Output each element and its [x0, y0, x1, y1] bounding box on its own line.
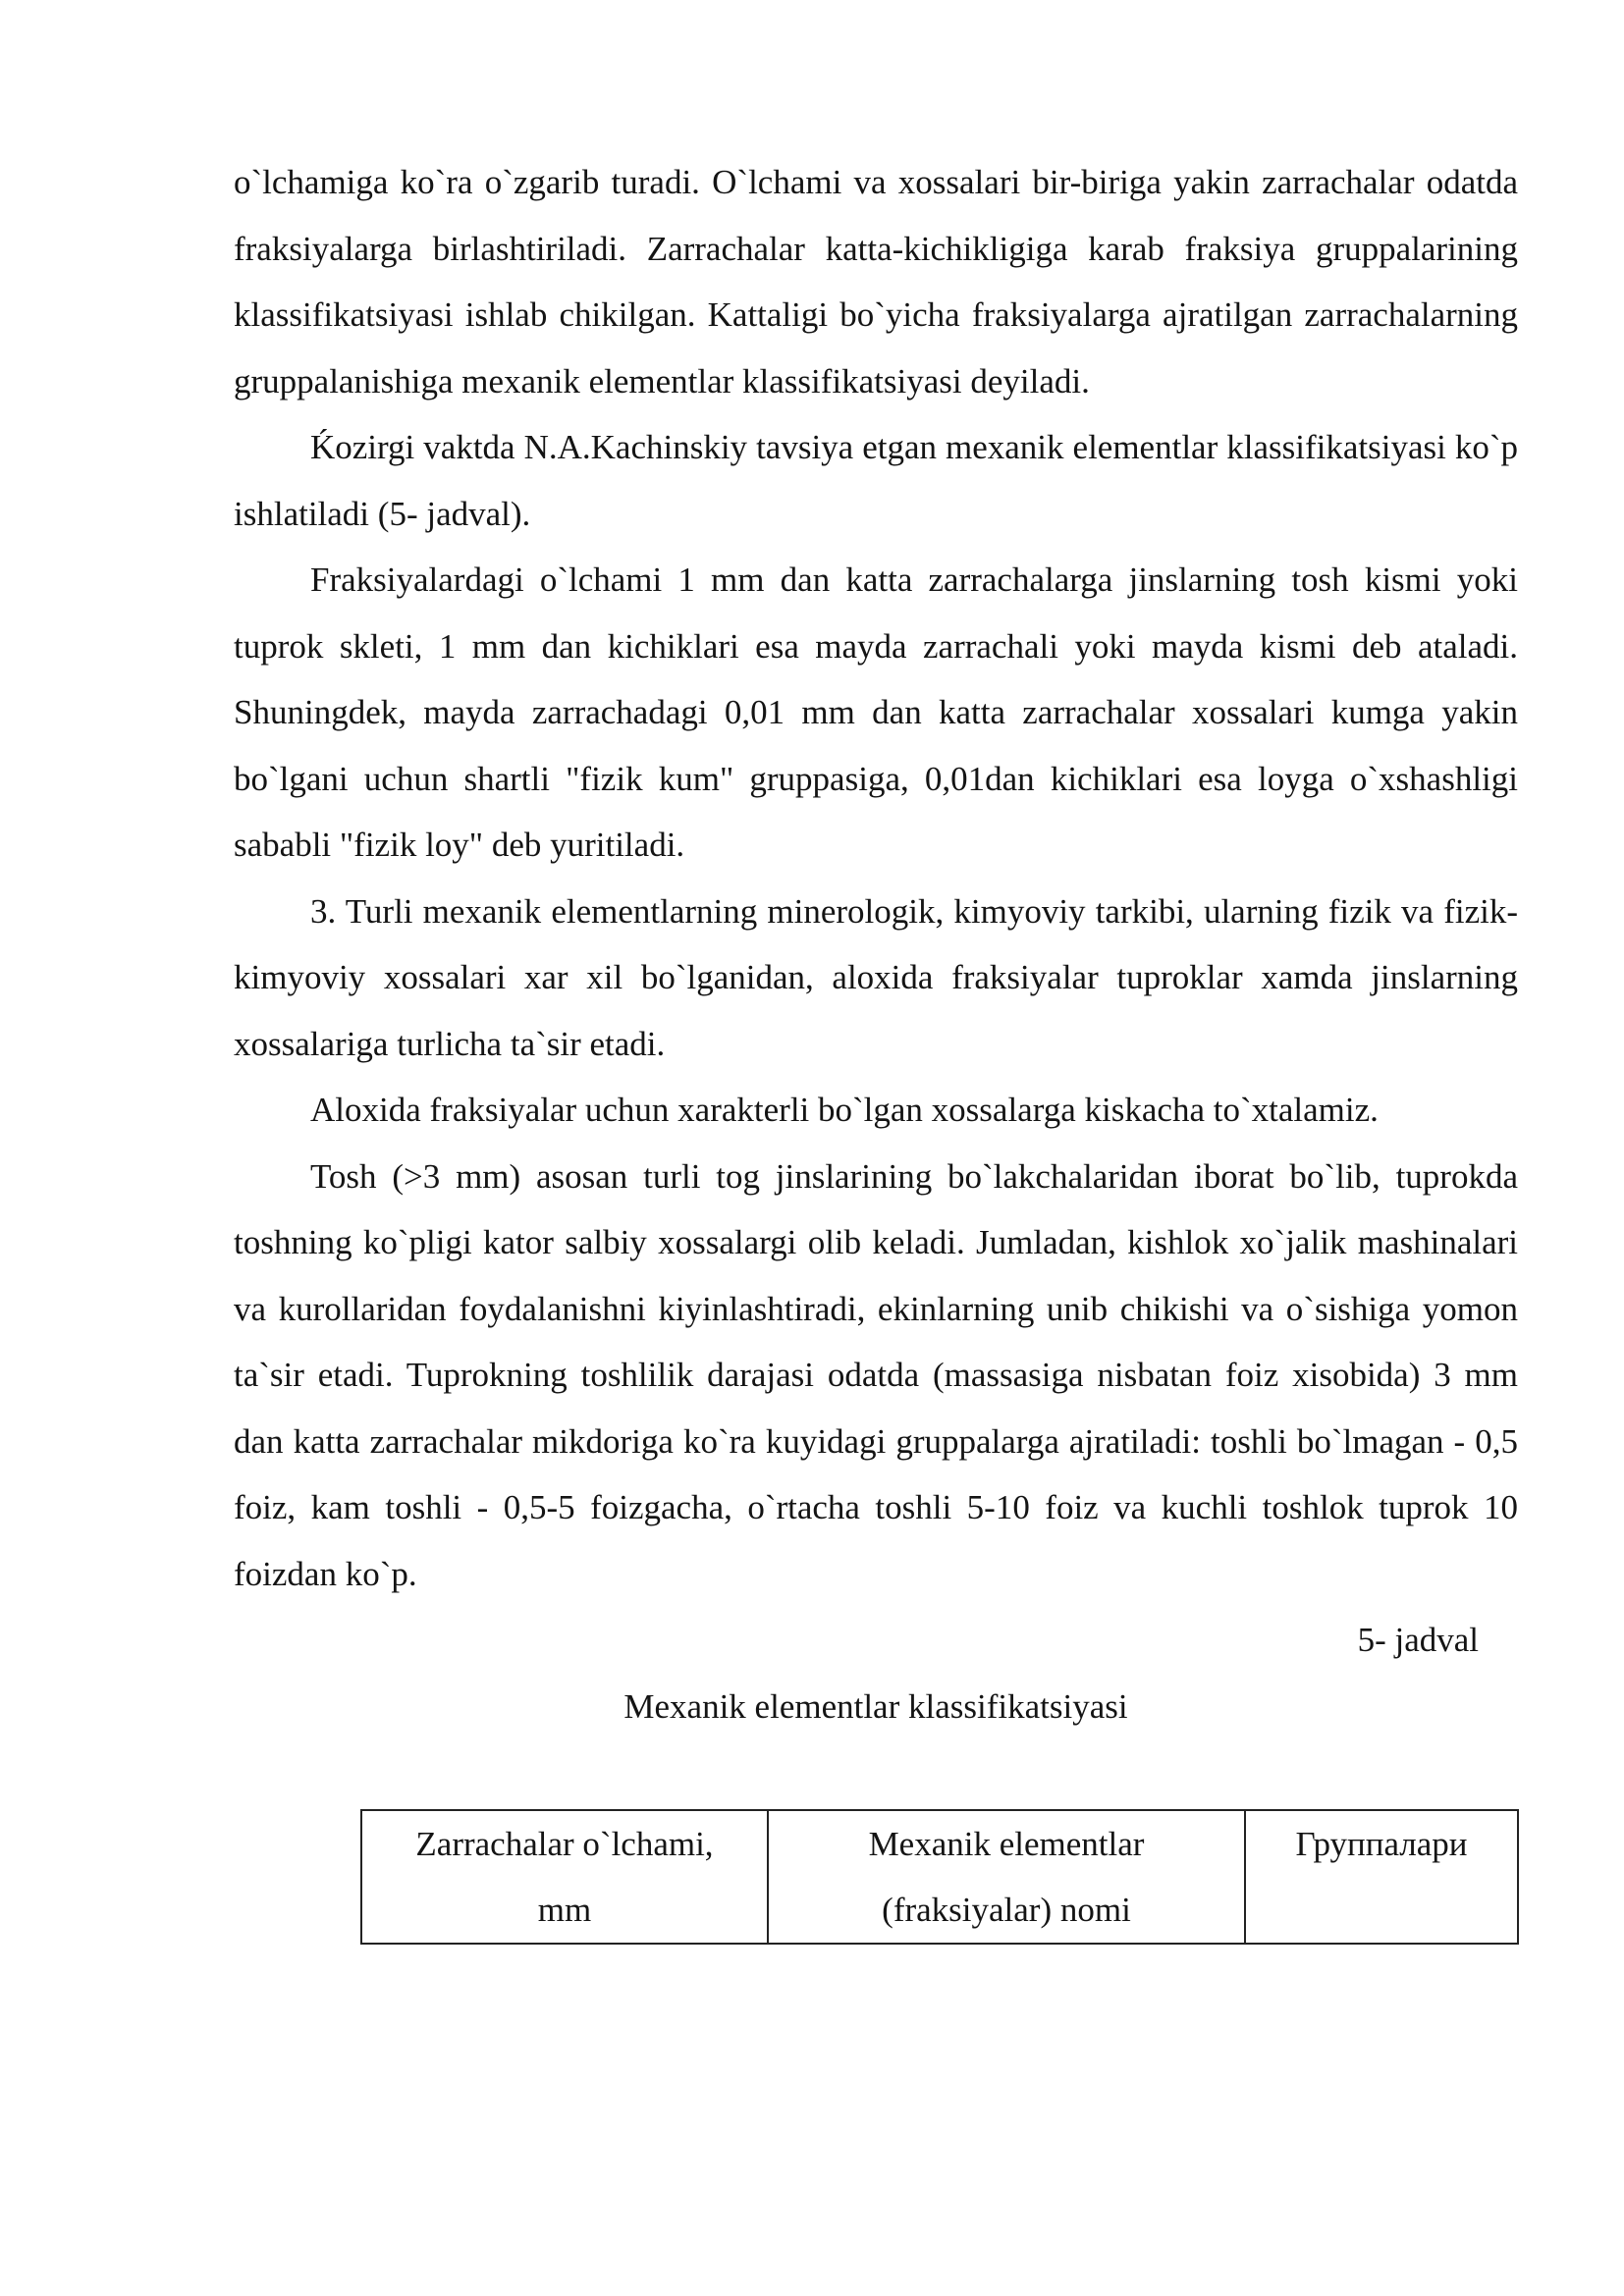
paragraph-6: Tosh (>3 mm) asosan turli tog jinslarining bo`lakchalaridan iborat bo`lib, tuprokda toshning ko`pligi kator salbiy xossalargi olib keladi. Jumladan, kishlok xo`jalik mashinalari va kurollaridan foydalanishni kiyinlashtiradi, ekinlarning unib chikishi va o`sishiga yomon ta`sir etadi. Tuprokning toshlilik darajasi odatda (massasiga nisbatan foiz xisobida) 3 mm dan katta zarrachalar mikdoriga ko`ra kuyidagi gruppalarga ajratiladi: toshli bo`lmagan - 0,5 foiz, kam toshli - 0,5-5 foizgacha, o`rtacha toshli 5-10 foiz va kuchli toshlok tuprok 10 foizdan ko`p.	[234, 1156, 1518, 1593]
paragraph-4: 3. Turli mexanik elementlarning minerologik, kimyoviy tarkibi, ularning fizik va fizik-kimyoviy xossalari xar xil bo`lganidan, aloxida fraksiyalar tuproklar xamda jinslarning xossalariga turlicha ta`sir etadi.	[234, 891, 1518, 1063]
header-groups	[1245, 1810, 1518, 1944]
table-title: Mexanik elementlar klassifikatsiyasi	[623, 1686, 1128, 1726]
paragraph-5: Aloxida fraksiyalar uchun xarakterli bo`lgan xossalarga kiskacha to`xtalamiz.	[310, 1091, 1379, 1129]
document-page	[234, 149, 1518, 1739]
header-particle-size-line-1: Zarrachalar o`lchami,	[415, 1825, 714, 1863]
paragraph-3: Fraksiyalardagi o`lchami 1 mm dan katta zarrachalarga jinslarning tosh kismi yoki tuprok skleti, 1 mm dan kichiklari esa mayda zarrachali yoki mayda kismi deb ataladi. Shuningdek, mayda zarrachadagi 0,01 mm dan katta zarrachalar xossalari kumga yakin bo`lgani uchun shartli "fizik kum" gruppasiga, 0,01dan kichiklari esa loyga o`xshashligi sababli "fizik loy" deb yuritiladi.	[234, 561, 1518, 864]
header-fraction-name-line-2: (fraksiyalar) nomi	[882, 1891, 1131, 1929]
table-number-label: 5- jadval	[1357, 1621, 1479, 1659]
header-groups-line-1: Группалари	[1295, 1825, 1468, 1863]
classification-table	[360, 1809, 1519, 1945]
header-particle-size	[361, 1810, 768, 1944]
table-header-row	[361, 1810, 1518, 1944]
header-fraction-name	[768, 1810, 1245, 1944]
paragraph-1: o`lchamiga ko`ra o`zgarib turadi. O`lchami va xossalari bir-biriga yakin zarrachalar odatda fraksiyalarga birlashtiriladi. Zarrachalar katta-kichikligiga karab fraksiya gruppalarining klassifikatsiyasi ishlab chikilgan. Kattaligi bo`yicha fraksiyalarga ajratilgan zarrachalarning gruppalanishiga mexanik elementlar klassifikatsiyasi deyiladi.	[234, 163, 1518, 400]
header-fraction-name-line-1: Mexanik elementlar	[868, 1825, 1145, 1863]
paragraph-2: Ḱozirgi vaktda N.A.Kachinskiy tavsiya etgan mexanik elementlar klassifikatsiyasi ko`p ishlatiladi (5- jadval).	[234, 428, 1518, 533]
header-particle-size-line-2: mm	[537, 1891, 592, 1929]
